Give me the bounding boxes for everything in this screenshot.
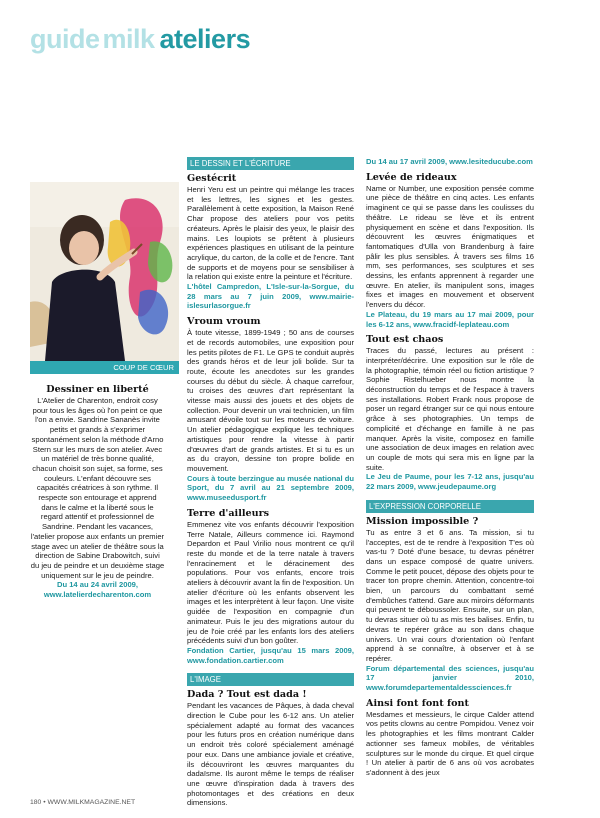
magazine-header	[30, 24, 250, 55]
right-column	[366, 157, 534, 778]
dada-title: Dada ? Tout est dada !	[187, 689, 307, 701]
header-ateliers: ateliers	[159, 24, 251, 54]
atelier-title: Dessiner en liberté	[46, 384, 149, 395]
left-column	[30, 384, 165, 600]
levee-body: Name or Number, une exposition pensée comme une pièce de théâtre en cinq actes. Les enfants imaginent ce qui se passe dans les coulisses du théâtre. Le rideau se lève et ils entrent physiquement en scène et dans l'exposition. Ils découvrent les œuvres énigmatiques et fantomatiques d'Ulla von Brandenburg à faire pâlir les plus sensibles. À travers ses films 16 mm, ses performances, ses sculptures et ses dessins, les enfants apprennent à regarder une œuvre. En atelier, ils manipulent sons, images fixes et images en mouvement et observent l'envers du décor.	[366, 183, 534, 310]
vroum-info: Cours à toute berzingue au musée national du Sport, du 7 avril au 21 septembre 2009, www.museedusport.fr	[187, 473, 354, 503]
font-title: Ainsi font font font	[366, 697, 469, 709]
vroum-body: À toute vitesse, 1899-1949 ; 50 ans de courses et de records automobiles, une exposition pour les petits pilotes de F1. Le GPS te conduit auprès des grands héros et de leur joli bolide. Sur ta route, écoute les anecdotes sur les grandes courses du début du siècle. À chaque carrefour, tu croises des œuvres d'art représentant la vitesse mais aussi des jouets et des objets de collection. Pour devenir un vrai technicien, un film amusant dévoile tout sur les moteurs de voiture. Un atelier pédagogique explique les techniques artistiques pour rendre la vitesse à partir d'œuvres d'art de grands artistes. Et si tu es un as du crayon, dessine ton propre bolide en mouvement.	[187, 328, 354, 473]
section-dessin-ecriture: LE DESSIN ET L'ÉCRITURE	[187, 157, 354, 170]
terre-title: Terre d'ailleurs	[187, 507, 270, 519]
atelier-info: Du 14 au 24 avril 2009, www.latelierdecharenton.com	[43, 580, 152, 600]
coup-de-coeur-label: COUP DE CŒUR	[113, 363, 174, 372]
terre-info: Fondation Cartier, jusqu'au 15 mars 2009, www.fondation.cartier.com	[187, 645, 354, 665]
dada-body: Pendant les vacances de Pâques, à dada cheval direction le Cube pour les 6-12 ans. Un atelier spécialement adapté au format des vacances pour les futurs pros en création numérique dans un endroit très coloré spécialement aménagé pour eux. Dans une ambiance joviale et créative, ils découvriront les œuvres marquantes du dadaïsme. Ils auront même le temps de réaliser une œuvre d'inspiration dada à travers des photomontages et des créations en deux dimensions.	[187, 701, 354, 808]
levee-title: Levée de rideaux	[366, 171, 457, 183]
mission-title: Mission impossible ?	[366, 515, 479, 527]
gestecrit-info: L'hôtel Campredon, L'Isle-sur-la-Sorgue, du 28 mars au 7 juin 2009, www.mairie-islesurlasorgue.fr	[187, 282, 354, 311]
gestecrit-title: Gestécrit	[187, 173, 237, 184]
chaos-body: Traces du passé, lectures au présent : interpréter/décrire. Une exposition sur le rôle de la photographie, témoin réel ou fiction artistique ? Sophie Ristelhueber nous montre la déconstruction du temps et de l'espace à travers ses installations. Robert Frank nous propose de poser un regard étranger sur ce qui nous entoure grâce à ses photographies. Un temps de complicité et d'échange en famille à ne pas manquer. Après la visite, composez en famille une association de deux images en relation avec un couple de mots qui sera mis en ligne par la suite.	[366, 346, 534, 472]
terre-body: Emmenez vite vos enfants découvrir l'exposition Terre Natale, Ailleurs commence ici. Raymond Depardon et Paul Virilio nous montrent ce qu'il reste du monde et de la terre natale à travers l'enracinement et le déracinement des populations. Pour vos enfants, encore trois ateliers à découvrir avant la fin de l'exposition. Un atelier d'écriture où les enfants observent les images et les interprètent à leur façon. Une visite guidée de l'exposition en compagnie d'un animateur. Puis le jeu des migrations autour du jeu de l'oie créé par les enfants lors des ateliers précédents suivi d'un bon goûter.	[187, 519, 354, 646]
coup-de-coeur-badge	[30, 361, 179, 374]
mission-info: Forum départemental des sciences, jusqu'au 17 janvier 2010, www.forumdepartementaldessciences.fr	[366, 663, 534, 693]
vroum-title: Vroum vroum	[187, 316, 261, 328]
levee-info: Le Plateau, du 19 mars au 17 mai 2009, pour les 6-12 ans, www.fracidf-leplateau.com	[366, 309, 534, 329]
middle-column	[187, 157, 354, 808]
header-milk: milk	[102, 24, 155, 54]
dada-info: Du 14 au 17 avril 2009, www.lesiteducube.com	[366, 157, 533, 166]
section-expression-corporelle: L'EXPRESSION CORPORELLE	[366, 500, 534, 513]
atelier-body: L'Atelier de Charenton, endroit cosy pour tous les âges où l'on peint ce que l'on a envie. Sandrine Sananès invite petits et grands à s'exprimer spontanément selon la méthode d'Arno Stern sur les murs de son atelier. Avec un matériel de très bonne qualité, chacun choisit son sujet, sa forme, ses couleurs. L'enfant découvre ses capacités créatrices à son rythme. Il respecte son entourage et apprend dans le calme et la liberté sous le regard attentif et professionnel de Sandrine. Pendant les vacances, l'atelier propose aux enfants un premier stage avec un atelier de théâtre sous la direction de Sabine Drabowitch, suivi du jeu de peindre et un deuxième stage uniquement sur le jeu de peindre.	[30, 396, 165, 580]
chaos-title: Tout est chaos	[366, 334, 444, 346]
font-body: Mesdames et messieurs, le cirque Calder attend vos petits clowns au centre Pompidou. Venez voir les photographies et les films montrant Calder actionner ses fameux mobiles, de véritables sculptures sur le monde du cirque. Et quel cirque ! Un atelier à partir de 6 ans où vos acrobates s'adonnent à des jeux	[366, 709, 534, 777]
section-image: L'IMAGE	[187, 673, 354, 686]
header-guide: guide	[30, 24, 100, 54]
page-footer: 180 • WWW.MILKMAGAZINE.NET	[30, 799, 136, 806]
gestecrit-body: Henri Yeru est un peintre qui mélange les traces et les lettres, les signes et les gestes. Parallèlement à cette exposition, la Maison René Char propose des ateliers pour vos petits créateurs. Après le plaisir des yeux, le plaisir des mains. Les loupiots se prêtent à plusieurs expériences plastiques en utilisant de la peinture acrylique, du carton, de la colle et de l'encre. Tant de supports et de moyens pour se sensibiliser à la relation qui existe entre la peinture et l'écriture.	[187, 185, 354, 282]
mission-body: Tu as entre 3 et 6 ans. Ta mission, si tu l'acceptes, est de te rendre à l'exposition T'es où vas-tu ? Doté d'une besace, tu devras pénétrer dans un espace composé de quatre univers. Comme le petit poucet, dépose des objets pour te tracer ton propre chemin. Attention, concentre-toi bien, un parcours du combattant semé d'embûches t'attend. Gare aux miroirs déformants qui peuvent te déboussoler. Ensuite, sur un plan, tu devras situer où tu as mis tes balises. Enfin, tu devras te repérer grâce au son dans chaque univers. Un vrai cours d'orientation où l'enfant apprend à se connaître, à observer et à se repérer.	[366, 527, 534, 663]
chaos-info: Le Jeu de Paume, pour les 7-12 ans, jusqu'au 22 mars 2009, www.jeudepaume.org	[366, 472, 534, 492]
child-painting-photo	[30, 182, 179, 361]
